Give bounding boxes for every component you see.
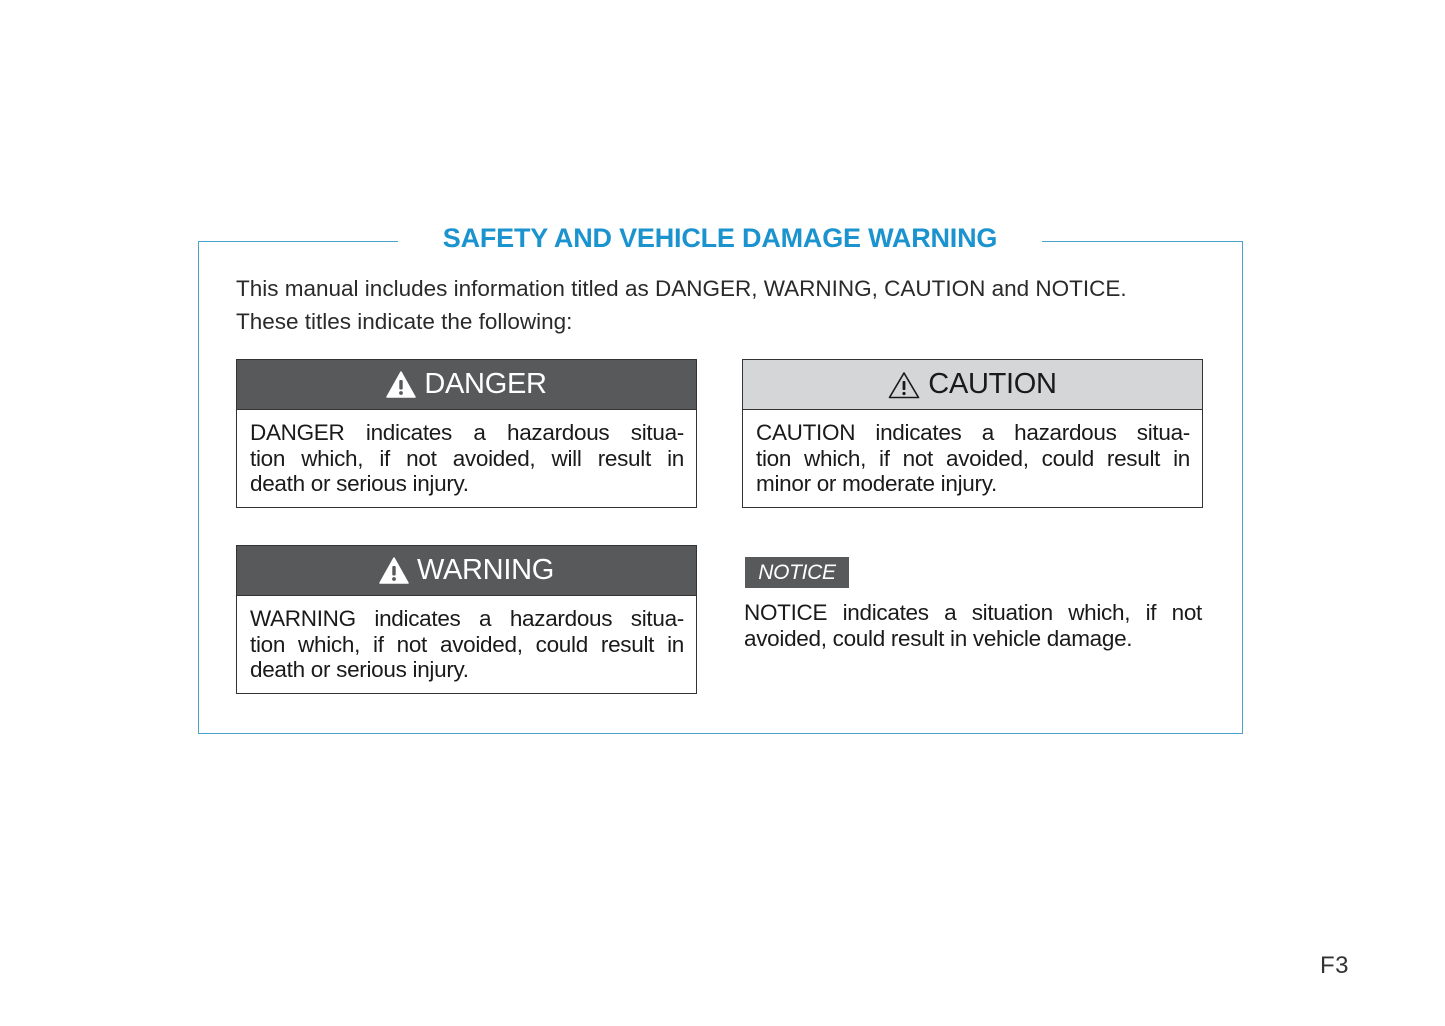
notice-description bbox=[744, 600, 1202, 651]
danger-description bbox=[237, 410, 696, 507]
intro-paragraph bbox=[236, 272, 1216, 338]
caution-title: CAUTION bbox=[928, 368, 1057, 400]
warning-title: WARNING bbox=[417, 554, 554, 586]
section-title: SAFETY AND VEHICLE DAMAGE WARNING bbox=[398, 219, 1042, 257]
warning-triangle-filled-icon bbox=[379, 557, 409, 584]
caution-line-1: CAUTION indicates a hazardous situa- bbox=[756, 420, 1190, 445]
warning-line-2: tion which, if not avoided, could result in bbox=[250, 631, 684, 657]
warning-description bbox=[237, 596, 696, 693]
warning-line-3: death or serious injury. bbox=[250, 657, 469, 682]
warning-box bbox=[236, 545, 697, 694]
danger-line-3: death or serious injury. bbox=[250, 471, 469, 496]
caution-line-2: tion which, if not avoided, could result in bbox=[756, 445, 1190, 471]
warning-triangle-outline-icon bbox=[888, 371, 920, 399]
danger-header bbox=[237, 360, 696, 410]
intro-line-2: These titles indicate the following: bbox=[236, 309, 573, 334]
notice-line-1: NOTICE indicates a situation which, if not bbox=[744, 600, 1202, 625]
warning-triangle-filled-icon bbox=[386, 371, 416, 398]
caution-description bbox=[743, 410, 1202, 507]
notice-badge: NOTICE bbox=[745, 557, 849, 588]
danger-line-2: tion which, if not avoided, will result in bbox=[250, 445, 684, 471]
page-number: F3 bbox=[1320, 952, 1350, 979]
notice-line-2: avoided, could result in vehicle damage. bbox=[744, 625, 1133, 651]
danger-box bbox=[236, 359, 697, 508]
caution-header bbox=[743, 360, 1202, 410]
warning-line-1: WARNING indicates a hazardous situa- bbox=[250, 606, 684, 631]
warning-header bbox=[237, 546, 696, 596]
caution-box bbox=[742, 359, 1203, 508]
intro-line-1: This manual includes information titled as DANGER, WARNING, CAUTION and NOTICE. bbox=[236, 276, 1127, 301]
caution-line-3: minor or moderate injury. bbox=[756, 471, 997, 496]
danger-line-1: DANGER indicates a hazardous situa- bbox=[250, 420, 684, 445]
danger-title: DANGER bbox=[424, 368, 547, 400]
